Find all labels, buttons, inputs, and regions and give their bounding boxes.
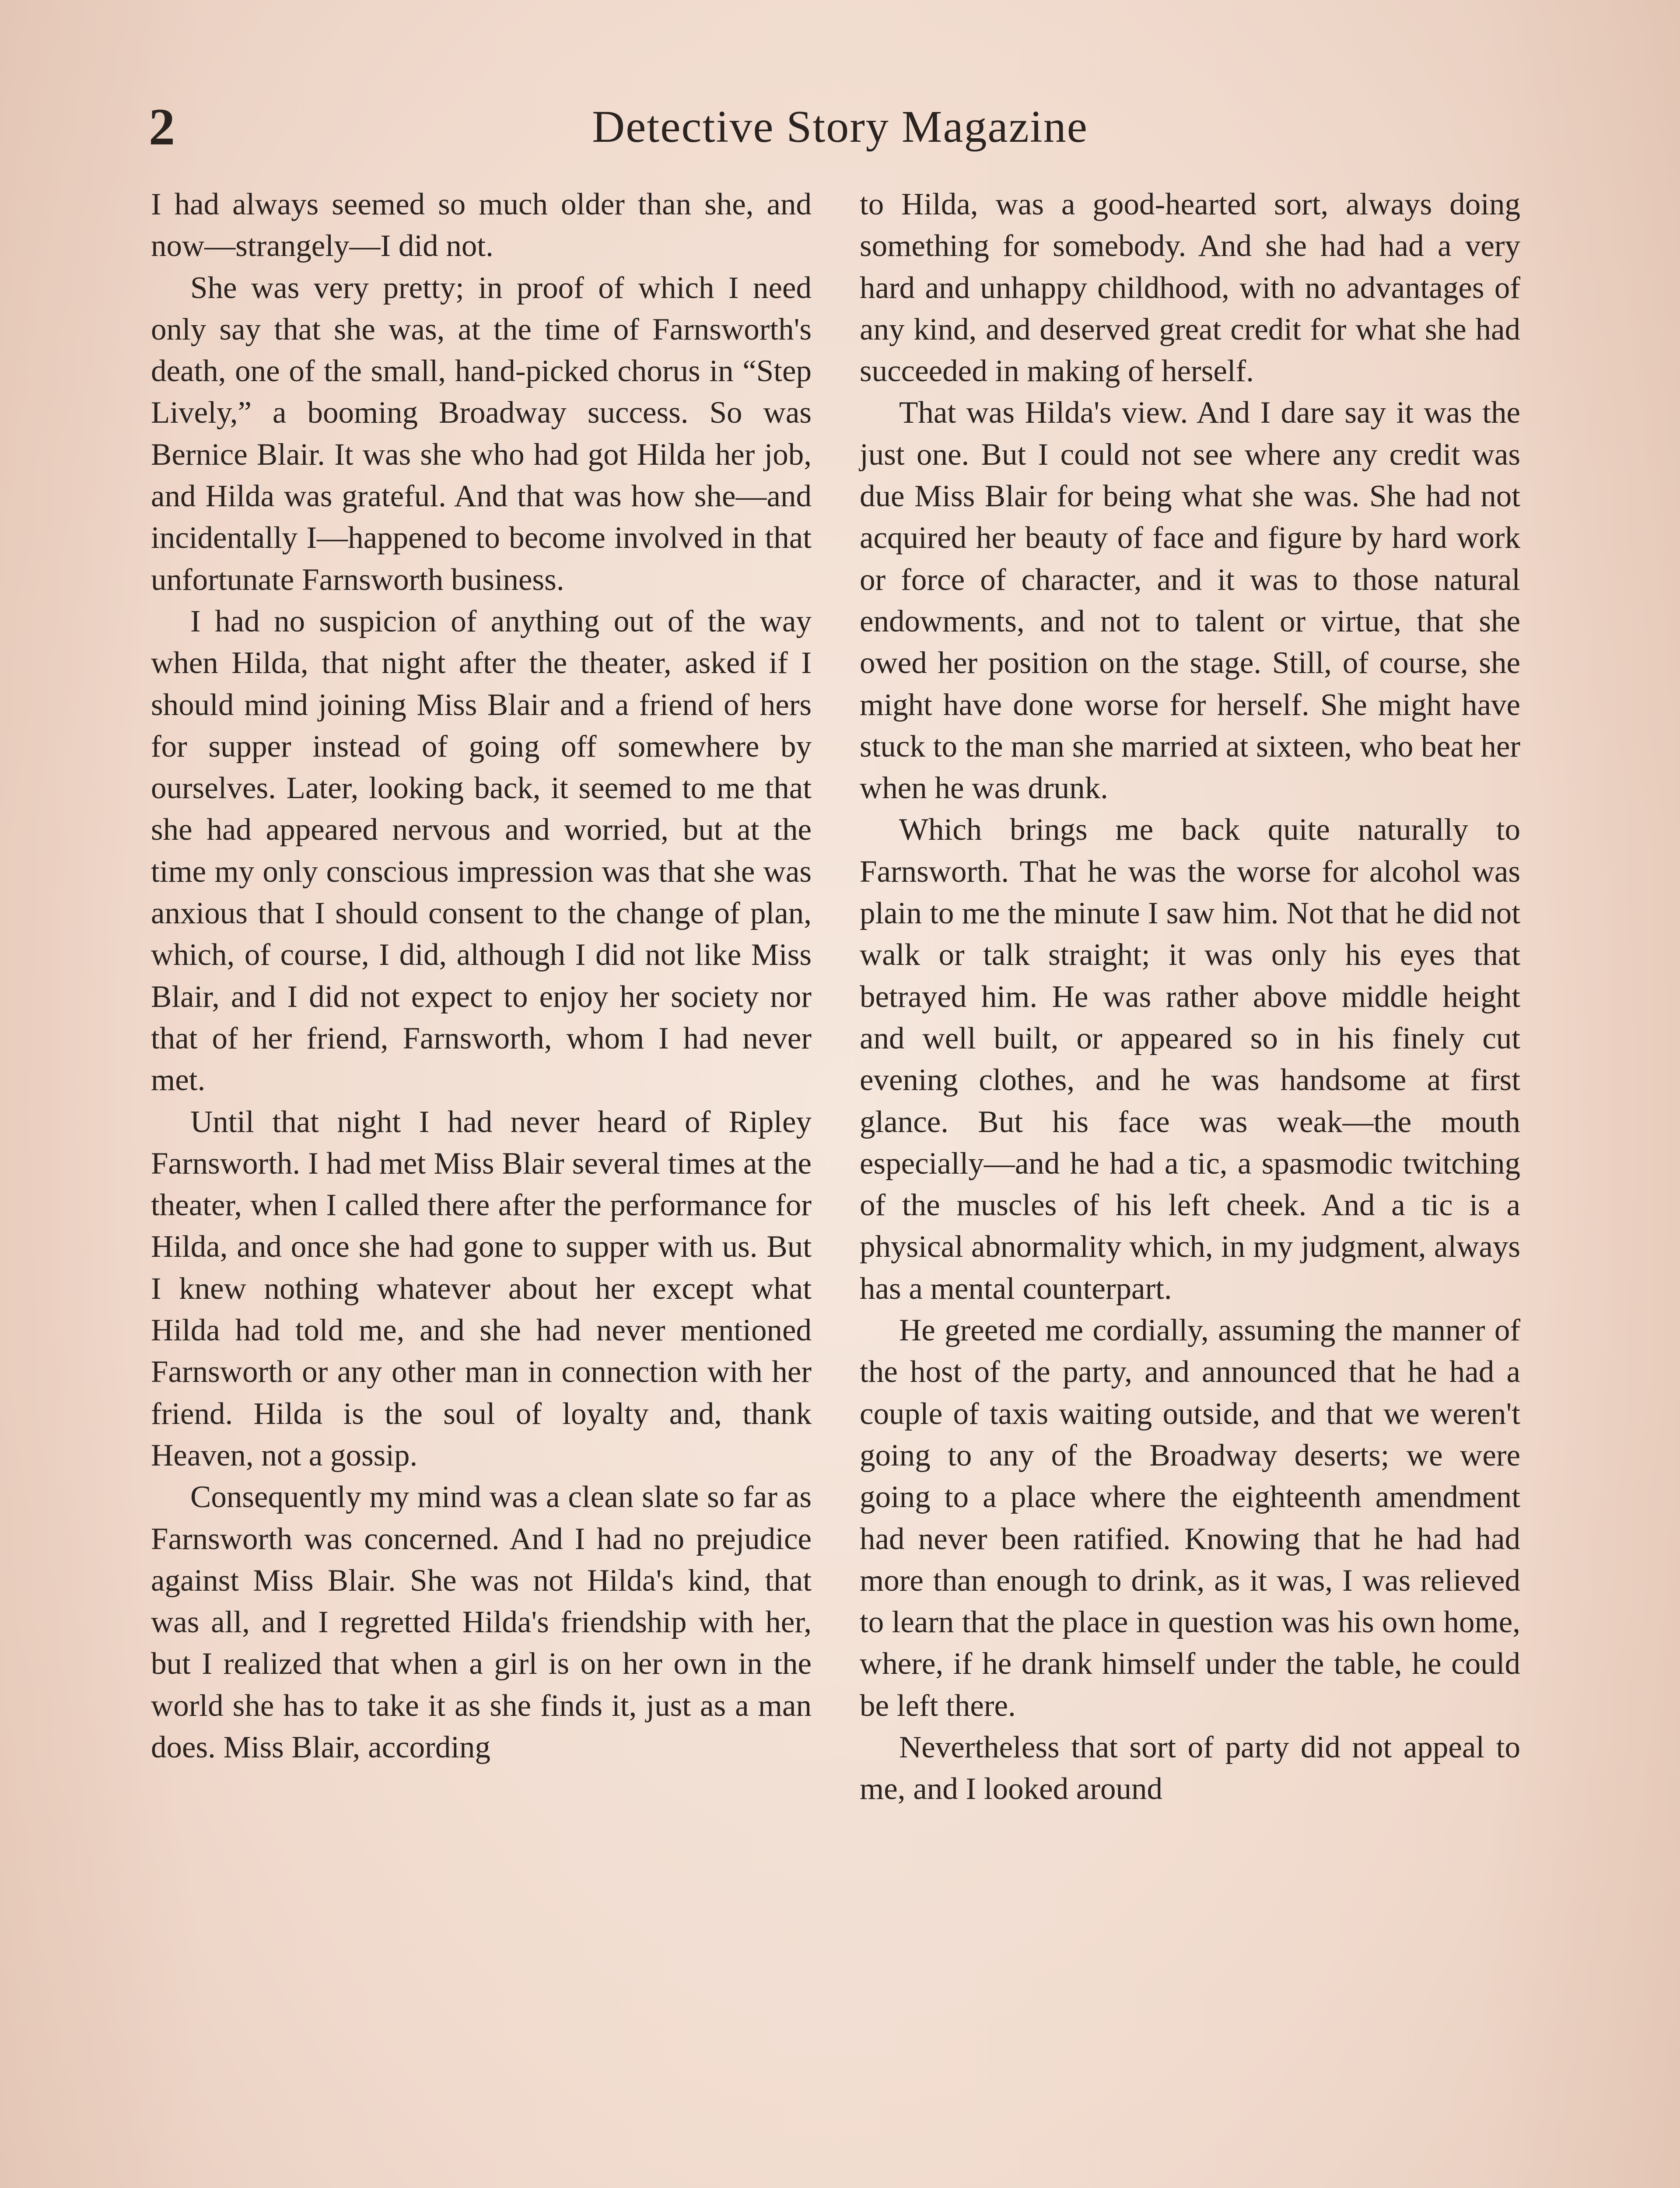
running-head: Detective Story Magazine — [592, 102, 1088, 152]
right-column — [860, 184, 1520, 1810]
page-header — [149, 94, 1531, 160]
paragraph: That was Hilda's view. And I dare say it was the just one. But I could not see where any credit was due Miss Blair for being what she was. She had not acquired her beauty of face and figure by hard work or force of character, and it was to those natural endowments, and not to talent or virtue, that she owed her position on the stage. Still, of course, she might have done worse for herself. She might have stuck to the man she married at sixteen, who beat her when he was drunk. — [860, 396, 1520, 806]
paragraph: He greeted me cordially, assuming the manner of the host of the party, and announced that he had a couple of taxis waiting outside, and that we weren't going to any of the Broadway deserts; we were going to a place where the eighteenth amendment had never been ratified. Knowing that he had had more than enough to drink, as it was, I was relieved to learn that the place in question was his own home, where, if he drank himself under the table, he could be left there. — [860, 1313, 1520, 1723]
paragraph: I had no suspicion of anything out of the way when Hilda, that night after the theater, asked if I should mind joining Miss Blair and a friend of hers for supper instead of going off somewhere by ourselves. Later, looking back, it seemed to me that she had appeared nervous and worried, but at the time my only conscious impression was that she was anxious that I should consent to the change of plan, which, of course, I did, although I did not like Miss Blair, and I did not expect to enjoy her society nor that of her friend, Farnsworth, whom I had never met. — [151, 604, 812, 1098]
paragraph: Consequently my mind was a clean slate so far as Farnsworth was concerned. And I had no prejudice against Miss Blair. She was not Hilda's kind, that was all, and I regretted Hilda's friendship with her, but I realized that when a girl is on her own in the world she has to take it as she finds it, just as a man does. Miss Blair, according — [151, 1480, 812, 1764]
page-number: 2 — [149, 98, 175, 156]
paragraph: to Hilda, was a good-hearted sort, always doing something for somebody. And she had had a very hard and unhappy childhood, with no advantages of any kind, and deserved great credit for what she had succeeded in making of herself. — [860, 187, 1520, 389]
paragraph: She was very pretty; in proof of which I need only say that she was, at the time of Farnsworth's death, one of the small, hand-picked chorus in “Step Lively,” a booming Broadway success. So was Bernice Blair. It was she who had got Hilda her job, and Hilda was grateful. And that was how she—and incidentally I—happened to become involved in that unfortunate Farnsworth business. — [151, 270, 812, 597]
paragraph: Which brings me back quite naturally to Farnsworth. That he was the worse for alcohol was plain to me the minute I saw him. Not that he did not walk or talk straight; it was only his eyes that betrayed him. He was rather above middle height and well built, or appeared so in his finely cut evening clothes, and he was handsome at first glance. But his face was weak—the mouth especially—and he had a tic, a spasmodic twitching of the muscles of his left cheek. And a tic is a physical abnormality which, in my judgment, always has a mental counterpart. — [860, 813, 1520, 1306]
paragraph: Nevertheless that sort of party did not appeal to me, and I looked around — [860, 1730, 1520, 1806]
paragraph: Until that night I had never heard of Ripley Farnsworth. I had met Miss Blair several times at the theater, when I called there after the performance for Hilda, and once she had gone to supper with us. But I knew nothing whatever about her except what Hilda had told me, and she had never mentioned Farnsworth or any other man in connection with her friend. Hilda is the soul of loyalty and, thank Heaven, not a gossip. — [151, 1105, 812, 1473]
paragraph: I had always seemed so much older than she, and now—strangely—I did not. — [151, 187, 812, 263]
left-column — [151, 184, 812, 1768]
